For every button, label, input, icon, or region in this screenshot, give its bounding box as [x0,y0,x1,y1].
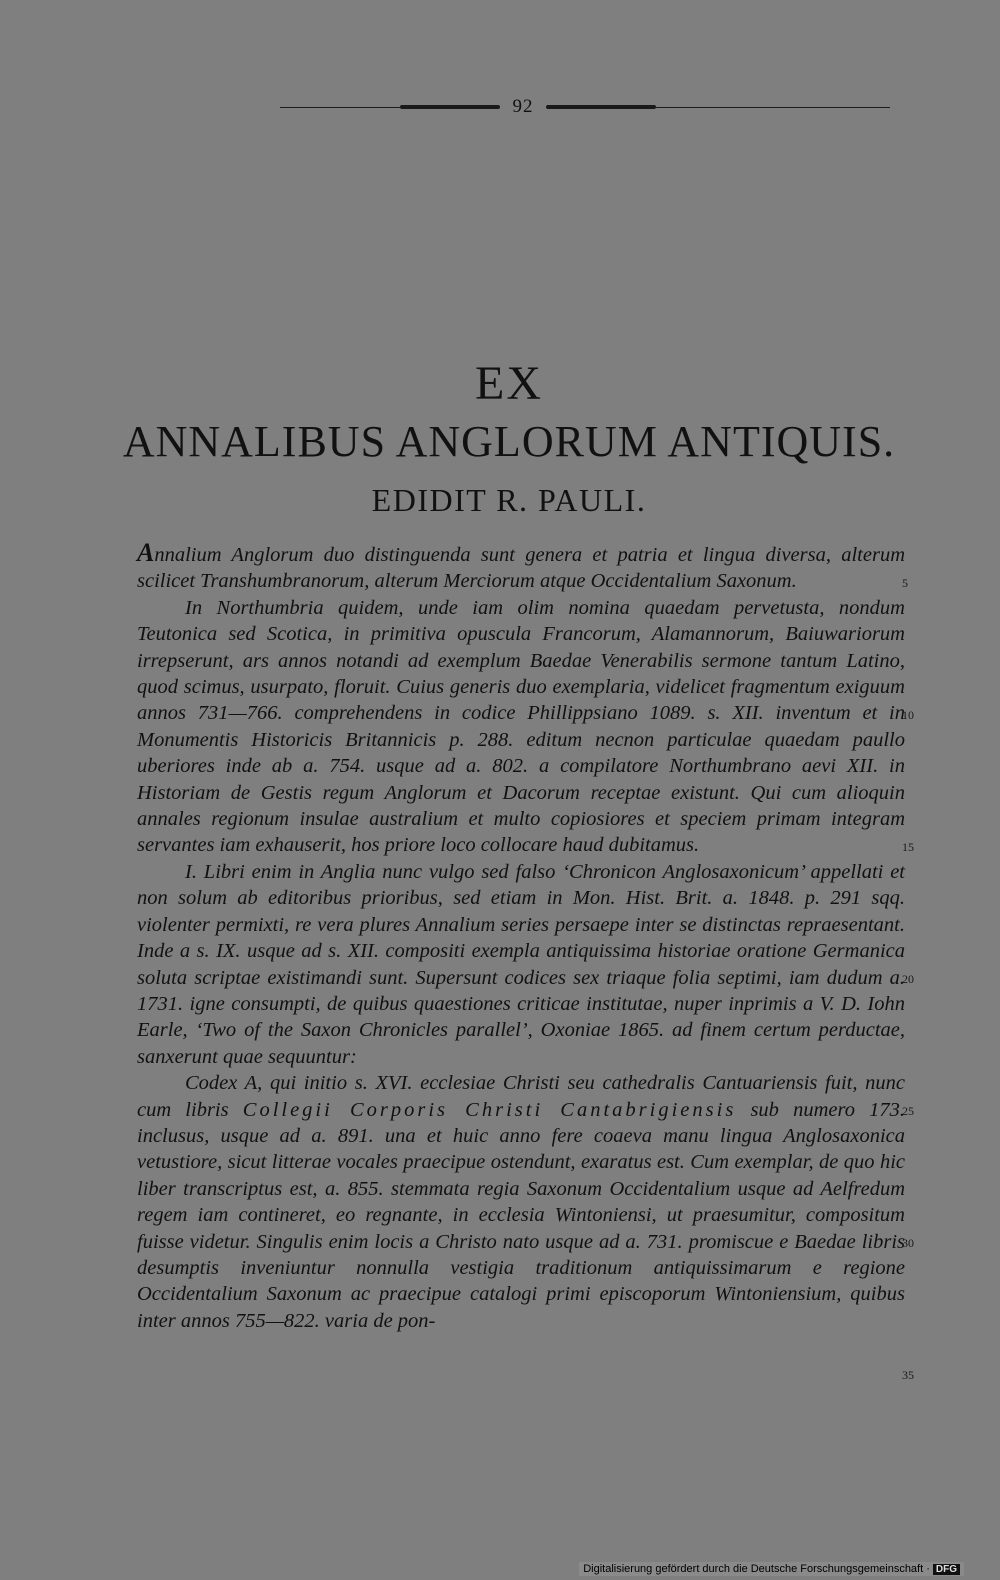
line-number: 15 [902,840,914,854]
paragraph-intro [137,540,905,595]
digitization-footer [579,1562,964,1576]
line-number: 35 [902,1368,914,1382]
header-rule-right-thick [546,105,656,109]
paragraph-intro-text: nnalium Anglorum duo distinguenda sunt genera et patria et lingua diversa, alterum scilicet Transhumbranorum, alterum Merciorum atque Occidentalium Saxonum. [137,544,905,593]
dfg-logo: DFG [933,1564,960,1575]
body-text [137,540,905,1334]
line-number: 30 [902,1236,914,1250]
title-line-main: ANNALIBUS ANGLORUM ANTIQUIS. [122,417,896,466]
header-rule-left-thin [280,107,400,108]
page-number: 92 [512,96,534,117]
paragraph-northumbria: In Northumbria quidem, unde iam olim nomina quaedam pervetusta, nondum Teutonica sed Scotica, in primitiva opuscula Francorum, Alamannorum, Baiuwariorum irrepserunt, ars annos notandi ad exemplum Baedae Venerabilis sermone tantum Latino, quod scimus, usurpato, floruit. Cuius generis duo exemplaria, videlicet fragmentum exiguum annos 731—766. comprehendens in codice Phillippsiano 1089. s. XII. inventum et in Monumentis Historicis Britannicis p. 288. editum necnon particulae quaedam paullo uberiores inde ab a. 754. usque ad a. 802. a compilatore Northumbrano aevi XII. in Historiam de Gestis regum Anglorum et Dacorum receptae existunt. Qui cum alioquin annales regionum insulae australium et multo copiosiores et speciem primam integram servantes iam exhauserit, hos priore loco collocare haud dubitamus. [137,596,905,857]
drop-cap: A [137,538,155,567]
line-number: 5 [902,576,908,590]
codex-a-library: Collegii Corporis Christi Cantabrigiensis [242,1098,737,1121]
paragraph-libri: I. Libri enim in Anglia nunc vulgo sed falso ‘Chronicon Anglosaxonicum’ appellati et non solum ab editoribus prioribus, sed etiam in Mon. Hist. Brit. a. 1848. p. 291 sqq. violenter permixti, re vera plures Annalium series persaepe inter se distinctas repraesentant. Inde a s. IX. usque ad s. XII. compositi exempla antiquissima historiae oratione Germanica soluta scriptae existimandi sunt. Supersunt codices sex triaque folia septimi, iam dudum a. 1731. igne consumpti, de quibus quaestiones criticae institutae, nuper inprimis a V. D. Iohn Earle, ‘Two of the Saxon Chronicles parallel’, Oxoniae 1865. ad finem certum perductae, sanxerunt quae sequuntur: [137,860,905,1068]
line-number: 25 [902,1104,914,1118]
title-line-editor: EDIDIT R. PAULI. [371,482,647,518]
title-block [0,357,1000,518]
footer-text: Digitalisierung gefördert durch die Deutsche Forschungsgemeinschaft · [583,1563,930,1575]
header-rule-right-thin [656,107,890,108]
line-number: 20 [902,972,914,986]
paragraph-codex-a [137,1070,905,1334]
codex-a-text-2: sub numero 173. inclusus, usque ad a. 891. una et huic anno fere coaeva manu lingua Anglosaxonica vetustiore, sicut litterae vocales praecipue ostendunt, exaratus est. Cum exemplar, de quo hic liber transcriptus est, a. 855. stemmata regia Saxonum Occidentalium usque ad Aelfredum regem iam contineret, eo regnante, in ecclesia Wintoniensi, ut praesumitur, compositum fuisse videtur. Singulis enim locis a Christo nato usque ad a. 731. promiscue e Baedae libris desumptis inveniuntur nonnulla vestigia traditionum antiquissimarum e regione Occidentalium Saxonum ac praecipue catalogi primi episcoporum Wintoniensium, quibus inter annos 755—822. varia de pon- [137,1098,905,1332]
header-rule-left-thick [400,105,500,109]
title-line-ex: EX [475,357,543,410]
page-header [250,96,890,120]
codex-a-text-1: Codex A, qui initio s. XVI. ecclesiae Christi seu cathedralis Cantuariensis fuit, nunc cum libris [137,1072,905,1121]
line-number: 10 [902,708,914,722]
